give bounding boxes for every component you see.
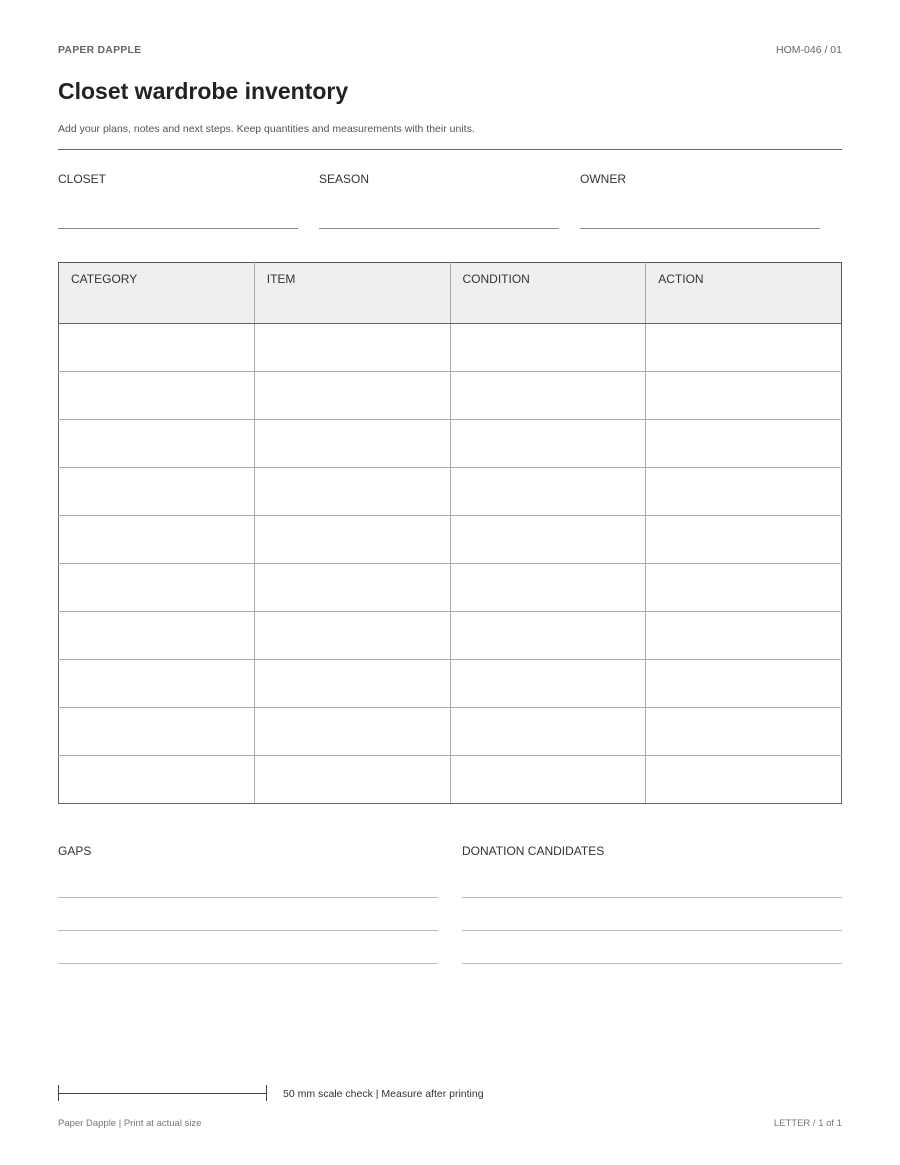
table-row: [59, 612, 842, 660]
table-cell-action[interactable]: [646, 516, 842, 564]
table-cell-condition[interactable]: [450, 516, 646, 564]
table-cell-item[interactable]: [254, 468, 450, 516]
page-title: Closet wardrobe inventory: [58, 78, 349, 104]
donation-candidates-label: DONATION CANDIDATES: [462, 844, 605, 858]
table-cell-action[interactable]: [646, 468, 842, 516]
scale-bar-tick-end: [266, 1085, 267, 1101]
document-code: HOM-046 / 01: [776, 44, 842, 56]
table-cell-category[interactable]: [59, 420, 255, 468]
table-cell-condition[interactable]: [450, 660, 646, 708]
table-cell-category[interactable]: [59, 324, 255, 372]
owner-field-label: OWNER: [580, 172, 626, 186]
table-row: [59, 372, 842, 420]
table-cell-category[interactable]: [59, 660, 255, 708]
table-cell-condition[interactable]: [450, 468, 646, 516]
inventory-table-body: [59, 324, 842, 804]
table-cell-item[interactable]: [254, 612, 450, 660]
table-row: [59, 708, 842, 756]
table-row: [59, 756, 842, 804]
brand-name: PAPER DAPPLE: [58, 44, 142, 56]
column-header-item: ITEM: [254, 263, 450, 324]
donation-candidates-section: [462, 844, 842, 858]
season-field-label: SEASON: [319, 172, 370, 186]
closet-field-label: CLOSET: [58, 172, 107, 186]
table-cell-action[interactable]: [646, 324, 842, 372]
season-field-line: [319, 228, 559, 229]
table-cell-item[interactable]: [254, 324, 450, 372]
table-row: [59, 516, 842, 564]
table-cell-category[interactable]: [59, 612, 255, 660]
table-cell-action[interactable]: [646, 756, 842, 804]
footer-page-info: LETTER / 1 of 1: [773, 1118, 842, 1129]
closet-field[interactable]: [58, 172, 298, 186]
table-cell-item[interactable]: [254, 420, 450, 468]
table-cell-item[interactable]: [254, 756, 450, 804]
table-cell-category[interactable]: [59, 372, 255, 420]
owner-field-line: [580, 228, 820, 229]
table-row: [59, 468, 842, 516]
table-cell-item[interactable]: [254, 516, 450, 564]
table-cell-action[interactable]: [646, 564, 842, 612]
table-cell-category[interactable]: [59, 468, 255, 516]
table-cell-action[interactable]: [646, 612, 842, 660]
table-cell-action[interactable]: [646, 372, 842, 420]
donation-candidates-line[interactable]: [462, 930, 842, 931]
table-row: [59, 660, 842, 708]
table-cell-item[interactable]: [254, 660, 450, 708]
table-cell-item[interactable]: [254, 564, 450, 612]
owner-field[interactable]: [580, 172, 820, 186]
gaps-line[interactable]: [58, 930, 438, 931]
scale-check-text: 50 mm scale check | Measure after printing: [283, 1088, 484, 1100]
column-header-action: ACTION: [646, 263, 842, 324]
column-header-condition: CONDITION: [450, 263, 646, 324]
donation-candidates-line[interactable]: [462, 897, 842, 898]
column-header-category: CATEGORY: [59, 263, 255, 324]
gaps-label: GAPS: [58, 844, 92, 858]
table-cell-category[interactable]: [59, 708, 255, 756]
gaps-line[interactable]: [58, 897, 438, 898]
table-row: [59, 564, 842, 612]
table-row: [59, 420, 842, 468]
scale-bar-line: [58, 1093, 267, 1094]
table-cell-condition[interactable]: [450, 372, 646, 420]
table-cell-condition[interactable]: [450, 612, 646, 660]
table-cell-condition[interactable]: [450, 564, 646, 612]
table-cell-category[interactable]: [59, 516, 255, 564]
footer-left-text: Paper Dapple | Print at actual size: [58, 1118, 202, 1129]
table-cell-action[interactable]: [646, 708, 842, 756]
header-divider: [58, 149, 842, 150]
table-cell-item[interactable]: [254, 372, 450, 420]
page-subtitle: Add your plans, notes and next steps. Keep quantities and measurements with their units.: [58, 123, 475, 135]
table-row: [59, 324, 842, 372]
table-header-row: [59, 263, 842, 324]
table-cell-condition[interactable]: [450, 420, 646, 468]
table-cell-condition[interactable]: [450, 324, 646, 372]
table-cell-category[interactable]: [59, 756, 255, 804]
scale-bar-tick-start: [58, 1085, 59, 1101]
table-cell-condition[interactable]: [450, 756, 646, 804]
table-cell-action[interactable]: [646, 420, 842, 468]
table-cell-category[interactable]: [59, 564, 255, 612]
gaps-line[interactable]: [58, 963, 438, 964]
donation-candidates-line[interactable]: [462, 963, 842, 964]
inventory-table: [58, 262, 842, 804]
table-cell-condition[interactable]: [450, 708, 646, 756]
gaps-section: [58, 844, 438, 858]
season-field[interactable]: [319, 172, 559, 186]
scale-bar: [58, 1085, 267, 1101]
table-cell-action[interactable]: [646, 660, 842, 708]
table-cell-item[interactable]: [254, 708, 450, 756]
closet-field-line: [58, 228, 298, 229]
